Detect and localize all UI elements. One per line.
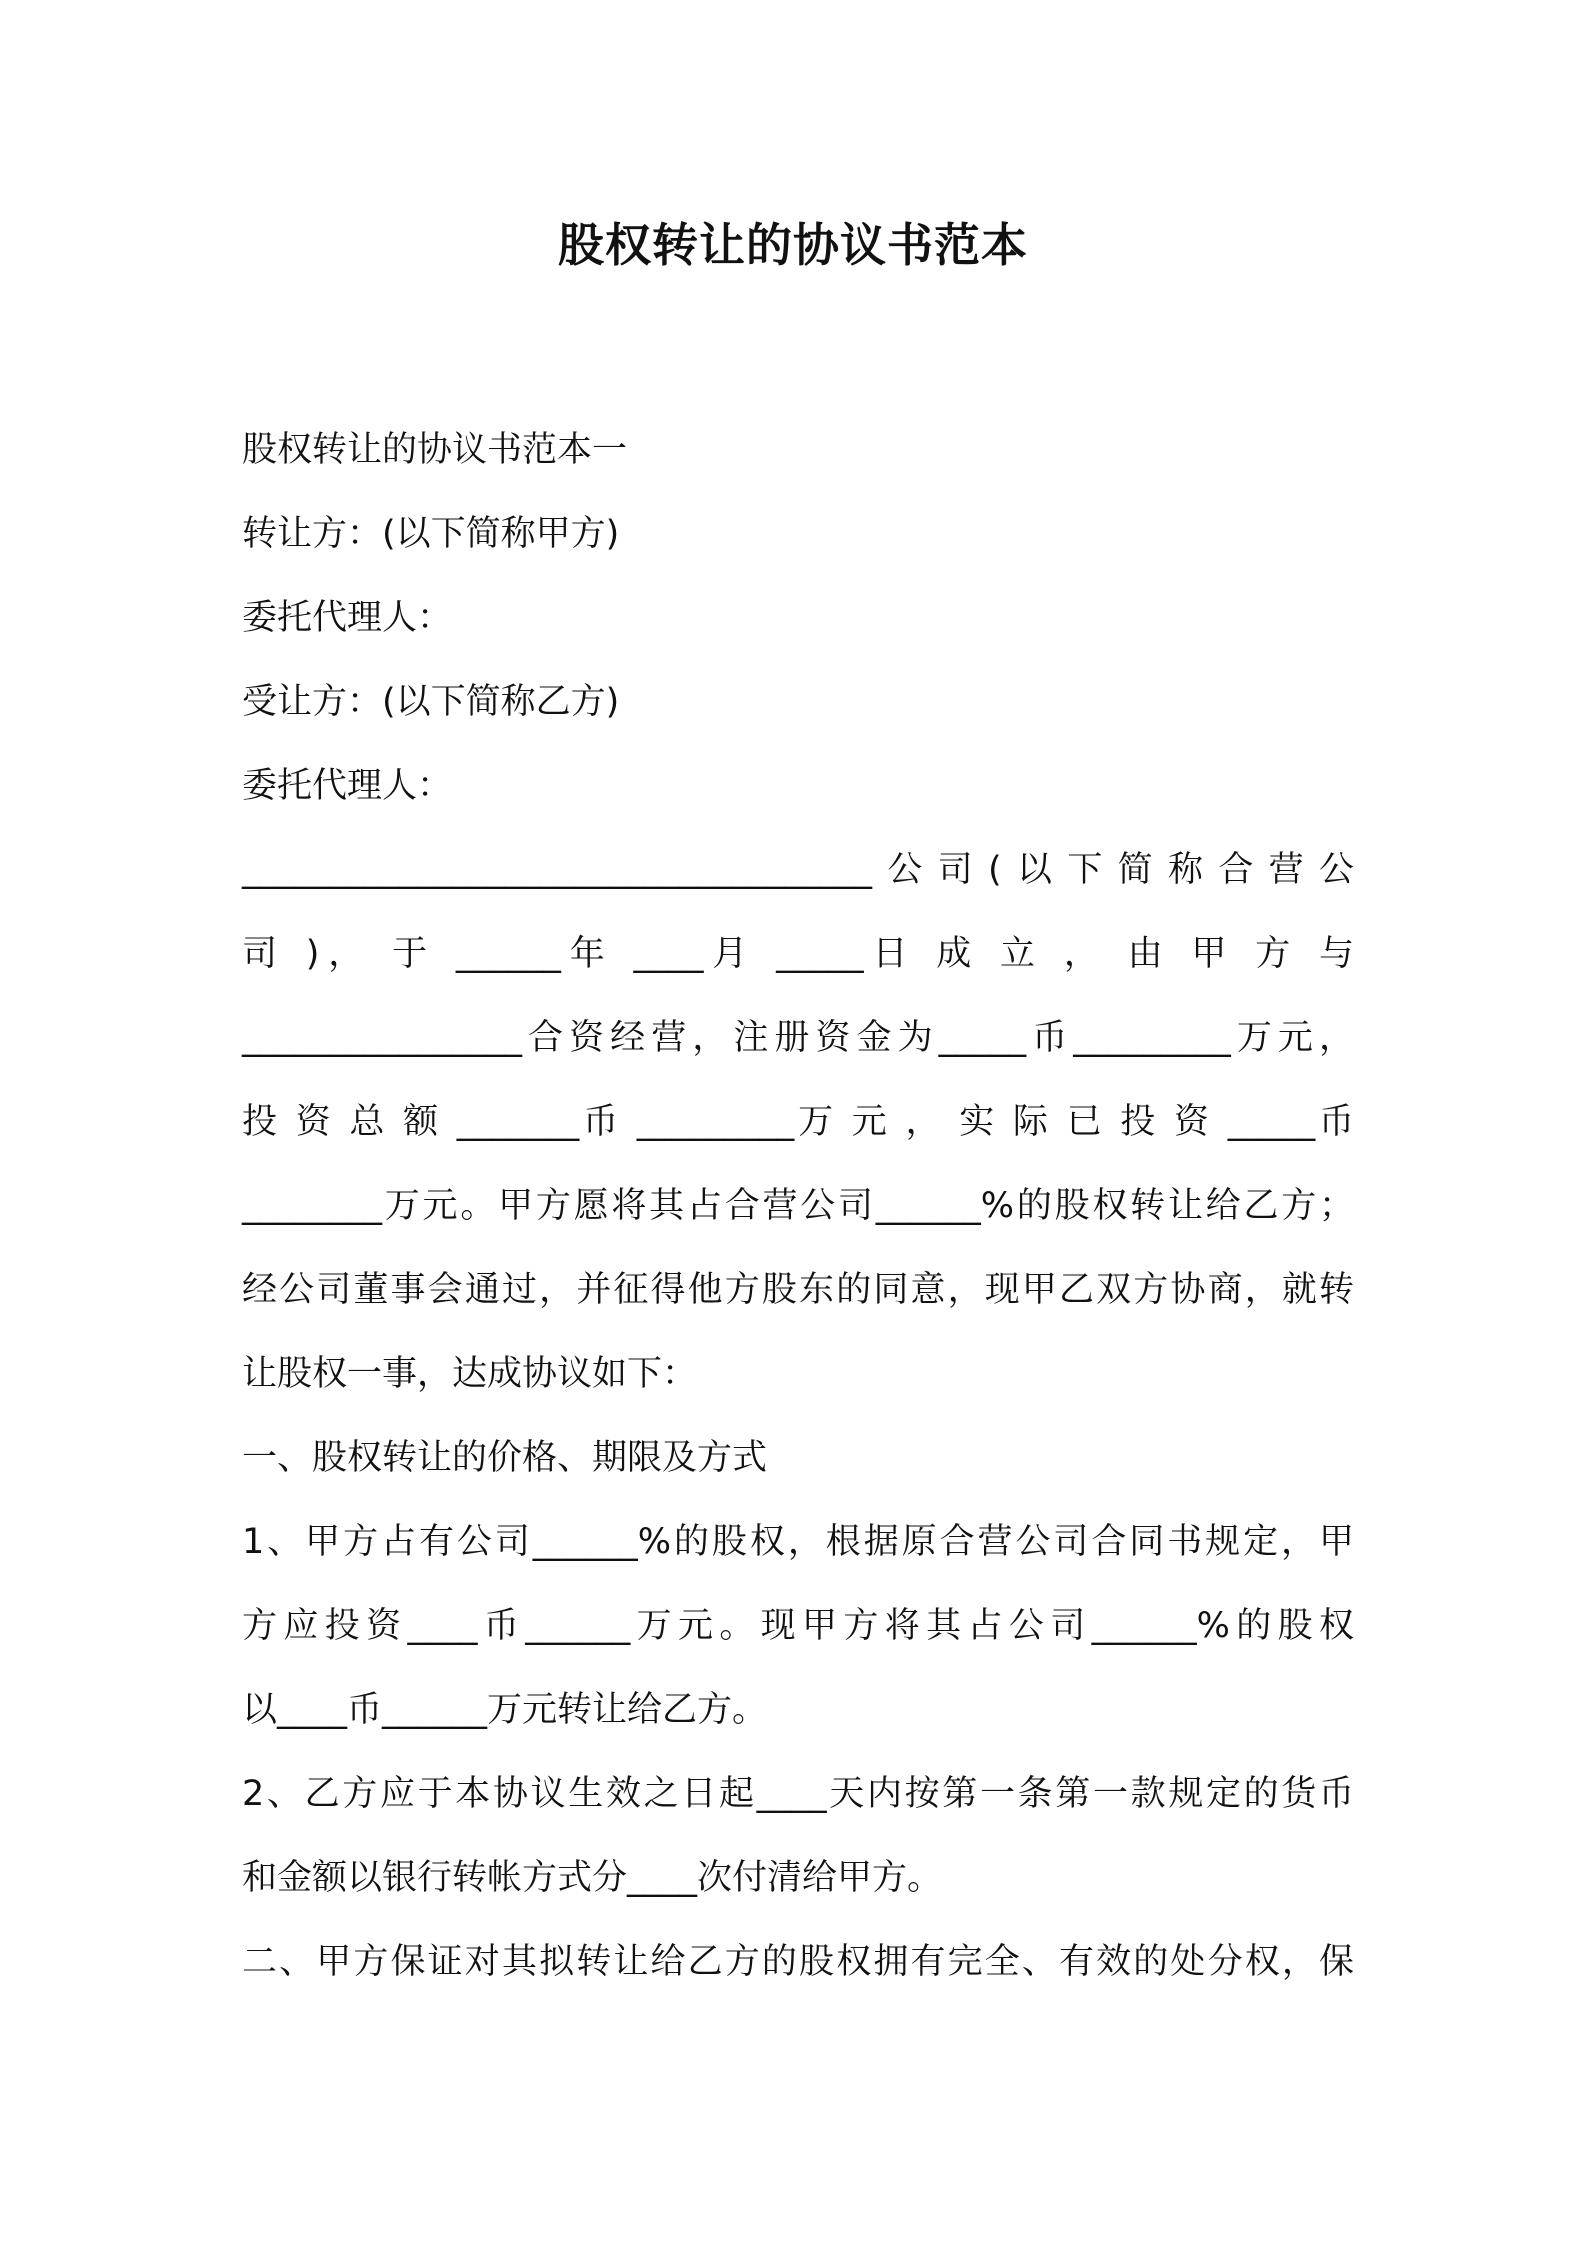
clause-line: 2、乙方应于本协议生效之日起____天内按第一条第一款规定的货币	[242, 1774, 1354, 1814]
transferor-line: 转让方：(以下简称甲方)	[242, 514, 620, 554]
clause-heading: 二、甲方保证对其拟转让给乙方的股权拥有完全、有效的处分权，保	[242, 1942, 1354, 1982]
section-heading: 股权转让的协议书范本一	[242, 430, 628, 470]
clause-line: 和金额以银行转帐方式分____次付清给甲方。	[242, 1858, 943, 1898]
clause-heading: 一、股权转让的价格、期限及方式	[242, 1438, 768, 1478]
paragraph-line: ________万元。甲方愿将其占合营公司______%的股权转让给乙方；	[242, 1186, 1354, 1226]
paragraph-line: ________________合资经营，注册资金为_____币_________万元，	[242, 1018, 1354, 1058]
paragraph-line: 经公司董事会通过，并征得他方股东的同意，现甲乙双方协商，就转	[242, 1270, 1354, 1310]
paragraph-line: 让股权一事，达成协议如下：	[242, 1354, 698, 1394]
document-title: 股权转让的协议书范本	[558, 218, 1028, 272]
clause-line: 1、甲方占有公司______%的股权，根据原合营公司合同书规定，甲	[242, 1522, 1354, 1562]
agent-line: 委托代理人：	[242, 766, 453, 806]
paragraph-line: 投 资 总 额 _______币 _________万 元 ， 实 际 已 投 资 _____币	[242, 1102, 1354, 1142]
document-body	[242, 408, 1354, 2004]
clause-line: 方应投资____币______万元。现甲方将其占公司______%的股权	[242, 1606, 1354, 1646]
transferee-line: 受让方：(以下简称乙方)	[242, 682, 620, 722]
agent-line: 委托代理人：	[242, 598, 453, 638]
paragraph-line: 司 )， 于 ______年 ____月 _____日 成 立 ， 由 甲 方 与	[242, 934, 1354, 974]
paragraph-line: ____________________________________公司(以下简称合营公	[242, 850, 1354, 890]
clause-line: 以____币______万元转让给乙方。	[242, 1690, 768, 1730]
